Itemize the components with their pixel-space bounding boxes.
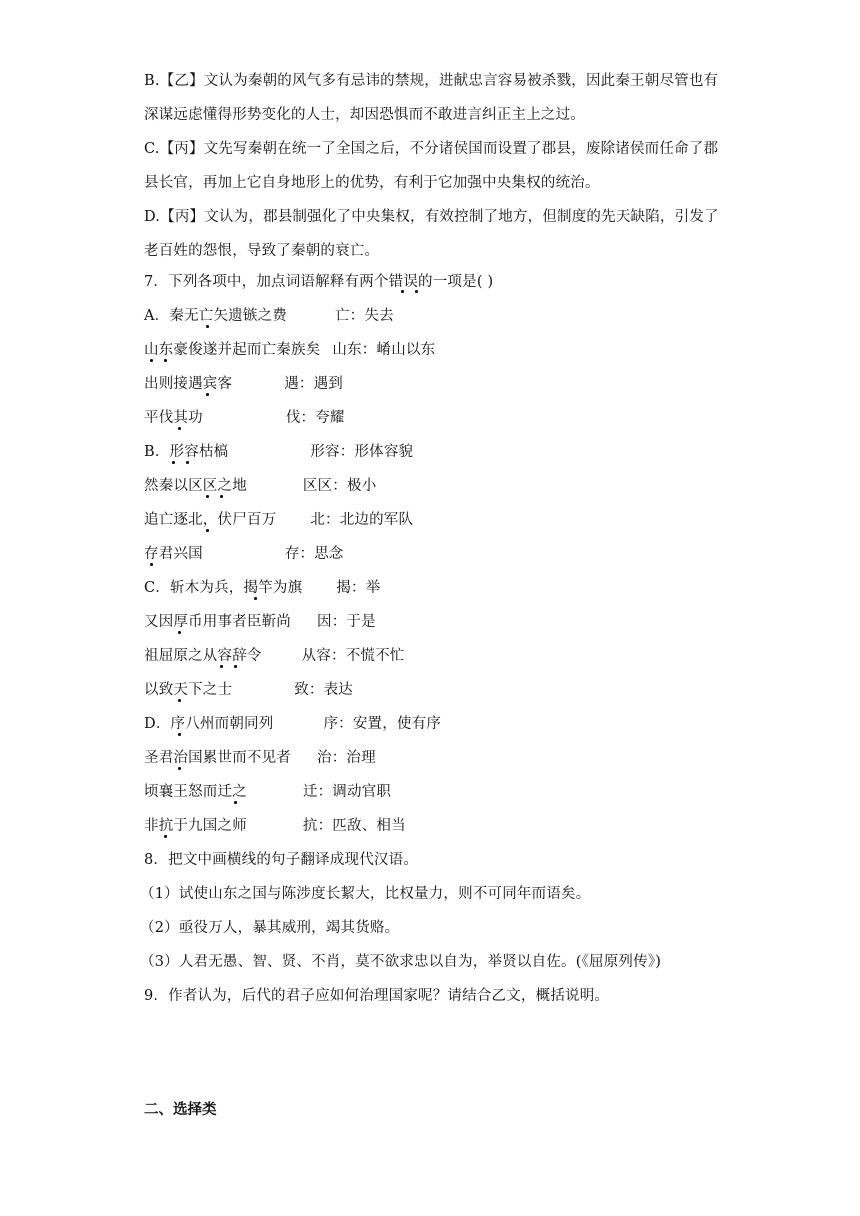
q7-phrase: 出则接遇宾客 xyxy=(144,376,233,392)
q7-gloss: 因：于是 xyxy=(317,614,376,630)
question-7-stem: 7．下列各项中，加点词语解释有两个错误的一项是( ) xyxy=(144,274,494,290)
option-d: D.【丙】文认为，郡县制强化了中央集权，有效控制了地方，但制度的先天缺陷，引发了老百姓的怨恨，导致了秦朝的衰亡。 xyxy=(144,209,719,259)
q7-row xyxy=(144,646,405,666)
q7-gloss: 形容：形体容貌 xyxy=(310,444,414,460)
emphasis-dot xyxy=(178,699,181,702)
q8-item: （1）试使山东之国与陈涉度长絜大，比权量力，则不可同年而语矣。 xyxy=(140,886,591,902)
emphasis-dot xyxy=(164,835,167,838)
q7-row xyxy=(144,476,376,496)
emphasis-dot xyxy=(178,631,181,634)
option-b: B.【乙】文认为秦朝的风气多有忌讳的禁规，进献忠言容易被杀戮，因此秦王朝尽管也有深谋远虑懂得形势变化的人士，却因恐惧而不敢进言纠正主上之过。 xyxy=(144,73,719,123)
q7-phrase: 祖屈原之从容辞令 xyxy=(144,648,262,664)
q7-phrase: 以致天下之士 xyxy=(144,682,233,698)
q7-phrase: 存君兴国 xyxy=(144,546,203,562)
q7-gloss: 亡：失去 xyxy=(334,308,394,324)
q7-row xyxy=(144,544,344,564)
emphasis-dot xyxy=(206,325,209,328)
emphasis-dot xyxy=(234,665,237,668)
q7-row xyxy=(144,442,413,462)
emphasis-dot xyxy=(220,495,223,498)
emphasis-dot xyxy=(206,393,209,396)
question-8-stem: 8．把文中画横线的句子翻译成现代汉语。 xyxy=(144,852,419,868)
section-heading: 二、选择类 xyxy=(144,1102,217,1118)
question-9-stem: 9．作者认为，后代的君子应如何治理国家呢？请结合乙文，概括说明。 xyxy=(144,988,610,1004)
emphasis-dot xyxy=(178,733,181,736)
q7-row xyxy=(144,578,380,598)
q7-phrase: C．斩木为兵，揭竿为旗 xyxy=(144,580,303,596)
q7-gloss: 序：安置，使有序 xyxy=(323,716,442,732)
emphasis-dot xyxy=(206,495,209,498)
q7-gloss: 迁：调动官职 xyxy=(302,784,392,800)
q7-phrase: B．形容枯槁 xyxy=(144,444,229,460)
q7-phrase: 又因厚币用事者臣靳尚 xyxy=(144,614,291,630)
q8-item: （2）亟役万人，暴其威刑，竭其货赂。 xyxy=(140,920,400,936)
emphasis-dot xyxy=(186,461,189,464)
emphasis-dot xyxy=(150,563,153,566)
q7-row xyxy=(144,374,343,394)
emphasis-dot xyxy=(172,461,175,464)
emphasis-dot xyxy=(234,801,237,804)
q7-phrase: D．序八州而朝同列 xyxy=(144,716,274,732)
emphasis-dot xyxy=(401,290,404,293)
emphasis-dot xyxy=(178,427,181,430)
q7-phrase: 平伐其功 xyxy=(144,410,203,426)
q7-gloss: 伐：夸耀 xyxy=(285,410,345,426)
q7-row xyxy=(144,816,406,836)
q7-gloss: 北：北边的军队 xyxy=(310,512,414,528)
q7-row xyxy=(144,748,376,768)
q7-phrase: 然秦以区区之地 xyxy=(144,478,247,494)
q7-gloss: 区区：极小 xyxy=(302,478,377,494)
q7-gloss: 治：治理 xyxy=(317,750,376,766)
option-c: C.【丙】文先写秦朝在统一了全国之后，不分诸侯国而设置了郡县，废除诸侯而任命了郡县长官，再加上它自身地形上的优势，有利于它加强中央集权的统治。 xyxy=(144,141,719,191)
emphasis-dot xyxy=(415,290,418,293)
q7-gloss: 从容：不慌不忙 xyxy=(301,648,405,664)
q7-gloss: 抗：匹敌、相当 xyxy=(302,818,406,834)
emphasis-dot xyxy=(220,665,223,668)
q7-row xyxy=(144,612,376,632)
q7-phrase: 圣君治国累世而不见者 xyxy=(144,750,291,766)
q7-phrase: 山东豪俊遂并起而亡秦族矣 xyxy=(144,342,321,358)
q7-phrase: 顷襄王怒而迁之 xyxy=(144,784,247,800)
q7-gloss: 遇：遇到 xyxy=(284,376,344,392)
q7-row xyxy=(144,408,345,428)
q7-phrase: 追亡逐北，伏尸百万 xyxy=(144,512,277,528)
emphasis-dot xyxy=(164,359,167,362)
q7-phrase: A．秦无亡矢遗镞之费 xyxy=(144,308,287,324)
emphasis-dot xyxy=(254,597,257,600)
q7-gloss: 山东：崤山以东 xyxy=(332,342,436,358)
q8-item: （3）人君无愚、智、贤、不肖，莫不欲求忠以自为，举贤以自佐。(《屈原列传》) xyxy=(140,954,662,970)
q7-row xyxy=(144,782,391,802)
q7-row xyxy=(144,680,353,700)
emphasis-dot xyxy=(178,767,181,770)
q7-gloss: 存：思念 xyxy=(284,546,344,562)
q7-row xyxy=(144,306,394,326)
q7-row xyxy=(144,340,435,360)
q7-gloss: 致：表达 xyxy=(294,682,354,698)
emphasis-dot xyxy=(206,529,209,532)
q7-row xyxy=(144,510,413,530)
q7-phrase: 非抗于九国之师 xyxy=(144,818,247,834)
q7-gloss: 揭：举 xyxy=(336,580,381,596)
emphasis-dot xyxy=(150,359,153,362)
q7-row xyxy=(144,714,441,734)
